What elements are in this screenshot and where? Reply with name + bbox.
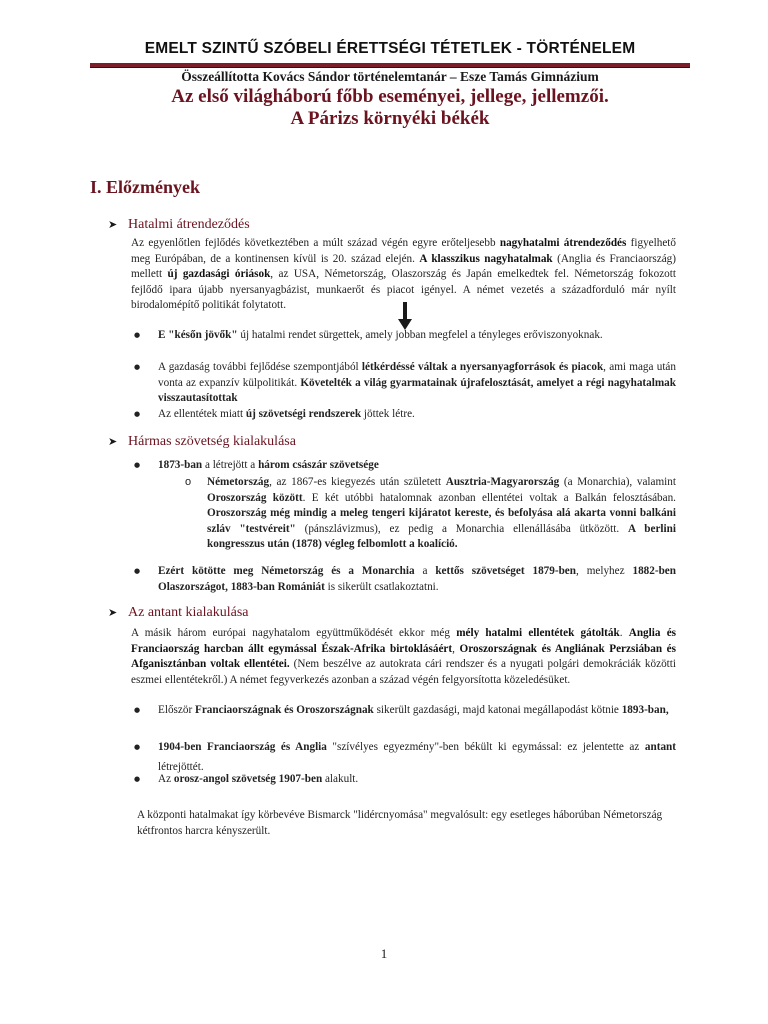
list-item <box>158 407 676 423</box>
list-item <box>158 328 676 344</box>
text-run-bold: A klasszikus nagyhatalmak <box>419 252 553 265</box>
text-run-bold: Oroszországnak és Angliának Perzsiában és Afganisztánban voltak ellentétei. <box>131 642 677 670</box>
text-run-bold: 1882-ben Olaszországot, 1883-ban Romániát <box>158 565 676 593</box>
text-run-bold: Ausztria-Magyarország <box>445 476 560 488</box>
text-run: (Anglia és Franciaország) mellett <box>131 252 676 280</box>
text-run-bold: A berlini kongresszus után (1878) végleg felbomlott a koalíció. <box>207 522 676 550</box>
text-run-bold: létkérdéssé váltak a nyersanyagforrások és piacok <box>361 361 604 373</box>
arrow-bullet-icon: ➤ <box>108 218 118 231</box>
list-item <box>158 564 676 595</box>
text-run-bold: nagyhatalmi átrendeződés <box>499 237 627 249</box>
list-item <box>158 737 676 777</box>
subheading-label: Hármas szövetség kialakulása <box>128 434 296 449</box>
text-run-bold: Franciaországnak és Oroszországnak <box>194 704 374 716</box>
text-run: (Nem beszélve az autokrata cári rendszer és a nyugati polgári demokráciák közötti eszmei ellentétekről.) A német fegyverkezés azonban a század végén felgyorsította közeledésüket. <box>131 658 676 686</box>
arrow-bullet-icon: ➤ <box>108 435 118 448</box>
text-run-bold: Németország <box>207 476 270 488</box>
text-run-bold: 1904-ben Franciaország és Anglia <box>158 741 327 753</box>
text-run: Az ellentétek miatt <box>158 408 246 420</box>
closing-paragraph: A központi hatalmakat így körbevéve Bismarck "lidércnyomása" megvalósult: egy esetleges háborúban Németország kétfrontos harcra kényszerült. <box>137 809 663 837</box>
section-heading: I. Előzmények <box>90 177 200 197</box>
text-run: (pánszlávizmus), ez pedig a Monarchia ellenállásába ütközött. <box>295 522 628 535</box>
text-run: A gazdaság további fejlődése szempontjából <box>158 361 362 373</box>
text-run-bold: E "későn jövők" <box>158 329 238 341</box>
text-run: a <box>414 565 436 577</box>
subheading-label: Hatalmi átrendeződés <box>128 217 250 232</box>
text-run-bold: új gazdasági óriások <box>167 268 271 280</box>
text-run-bold: Oroszország még mindig a meleg tengeri kijáratot kereste, és befolyása alá akarta vonni balkáni szláv "testvéreit" <box>207 507 676 535</box>
text-run: jöttek létre. <box>361 408 415 420</box>
subheading-harmas <box>108 434 296 450</box>
subheading-label: Az antant kialakulása <box>128 605 249 620</box>
text-run: (a Monarchia), valamint <box>559 476 676 488</box>
header-rule <box>90 63 690 68</box>
text-run: . E két utóbbi hatalomnak azonban ellentétei voltak a Balkán felosztásában. <box>302 491 676 504</box>
text-run-bold: orosz-angol szövetség 1907-ben <box>173 773 323 785</box>
text-run: , az 1867-es kiegyezés után született <box>269 476 446 488</box>
text-run: új hatalmi rendet sürgettek, amely jobban megfelel a tényleges erőviszonyoknak. <box>237 329 603 341</box>
text-run: "szívélyes egyezmény"-ben békült ki egymással: ez jelentette az <box>326 741 645 753</box>
text-run-bold: Oroszország között <box>207 491 303 504</box>
page-number: 1 <box>380 946 388 961</box>
text-run-bold: antant <box>644 741 676 753</box>
text-run-bold: Követelték a világ gyarmatainak újrafelosztását, amelyet a régi nagyhatalmak visszautasítottak <box>158 376 676 404</box>
text-run-bold: mély hatalmi ellentétek gátolták <box>456 627 620 639</box>
down-arrow-icon <box>398 302 412 330</box>
text-run: a létrejött a <box>202 459 259 471</box>
arrow-bullet-icon: ➤ <box>108 606 118 619</box>
document-title: Az első világháború főbb eseményei, jellege, jellemzői. <box>171 86 609 107</box>
text-run: is sikerült csatlakoztatni. <box>324 580 439 593</box>
text-run: , melyhez <box>576 565 633 577</box>
text-run-bold: kettős szövetséget 1879-ben <box>435 565 576 577</box>
document-subtitle: A Párizs környéki békék <box>290 108 490 129</box>
list-item <box>158 772 676 788</box>
text-run: figyelhető meg Európában, de a kontinensen kívül is 20. század elején. <box>131 237 677 265</box>
text-run: , ami maga után vonta az expanzív külpolitikát. <box>158 361 676 389</box>
text-run-bold: 1893-ban, <box>621 704 669 716</box>
text-run-bold: Ezért kötötte meg Németország és a Monarchia <box>158 565 415 577</box>
subheading-hatalmi <box>108 217 250 233</box>
text-run: , <box>452 642 460 655</box>
compiler-line: Összeállította Kovács Sándor történelemtanár – Esze Tamás Gimnázium <box>181 69 599 84</box>
text-run-bold: 1873-ban <box>158 459 203 471</box>
sub-list-item <box>207 475 676 553</box>
text-run: létrejöttét. <box>158 761 204 773</box>
list-item <box>158 700 676 720</box>
paragraph-antant <box>131 626 676 688</box>
subheading-antant <box>108 605 249 621</box>
text-run: alakult. <box>322 773 359 785</box>
document-header: EMELT SZINTŰ SZÓBELI ÉRETTSÉGI TÉTETLEK - TÖRTÉNELEM <box>144 40 636 57</box>
text-run: Az egyenlőtlen fejlődés következtében a múlt század végén egyre erőteljesebb <box>131 237 500 249</box>
text-run: . <box>619 627 629 639</box>
list-item <box>158 458 676 474</box>
text-run: sikerült gazdasági, majd katonai megállapodást kötnie <box>373 704 622 716</box>
text-run-bold: új szövetségi rendszerek <box>245 408 362 420</box>
text-run: Az <box>158 773 174 785</box>
list-item <box>158 360 676 407</box>
text-run-bold: három császár szövetsége <box>258 459 379 471</box>
text-run: Először <box>158 704 195 716</box>
text-run: , az USA, Németország, Olaszország és Japán emelkedtek fel. Németország fokozott fejlődő ipara újabb nyersanyagbázist, munkaerőt és piacot igényel. A német vezetés a századforduló már nyílt birodalomépítő politikát folytatott. <box>131 268 676 311</box>
text-run: A másik három európai nagyhatalom együttműködését ekkor még <box>131 627 457 639</box>
text-run-bold: Anglia és Franciaország harcban állt egymással Észak-Afrika birtoklásáért <box>131 627 677 655</box>
